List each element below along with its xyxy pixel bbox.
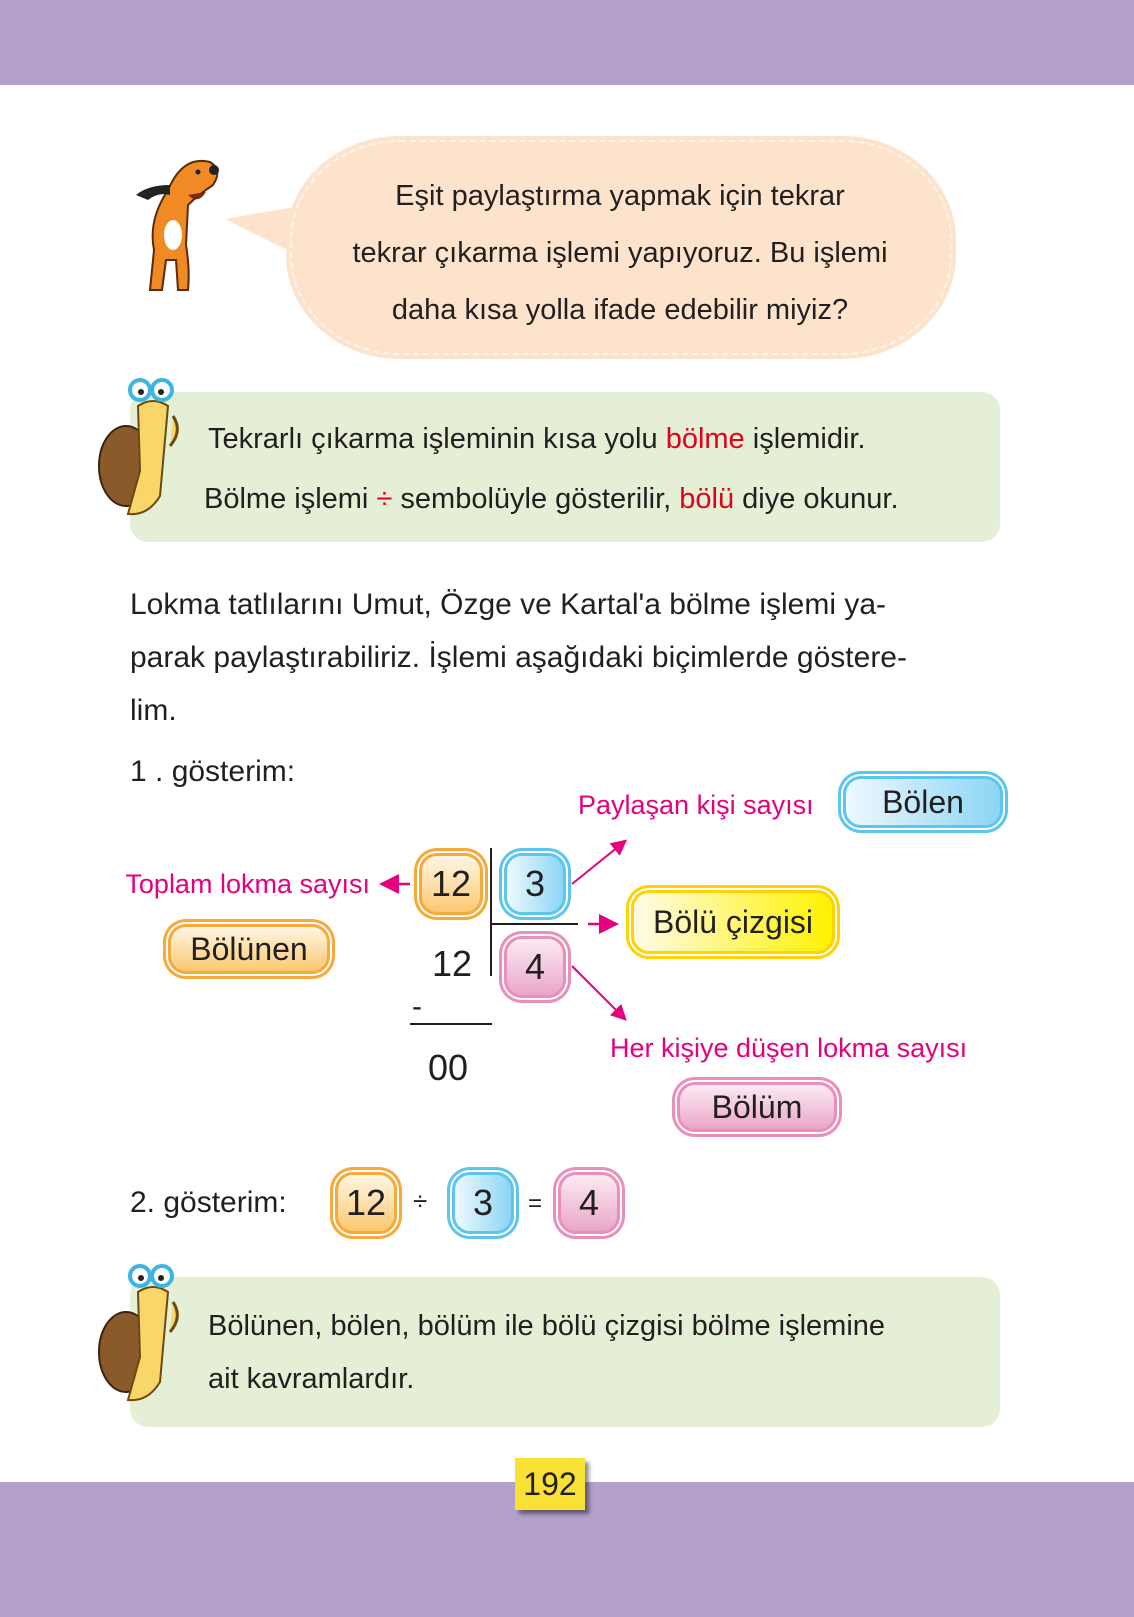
paragraph-line: parak paylaştırabiliriz. İşlemi aşağıdaki biçimlerde göstere- [130, 641, 907, 674]
label-per-person: Her kişiye düşen lokma sayısı [610, 1033, 968, 1063]
subtracted-number: 12 [432, 943, 473, 984]
text: işlemidir. [744, 423, 866, 455]
info-box-2-text [208, 1300, 885, 1406]
term-bolunen: Bölünen [168, 924, 330, 974]
label-total: Toplam lokma sayısı [125, 869, 370, 899]
turtle-mascot-icon [98, 1262, 190, 1410]
label-sharers: Paylaşan kişi sayısı [578, 790, 814, 820]
minus-sign: - [412, 990, 422, 1023]
keyword-bolu: bölü [679, 483, 735, 515]
text: Bölme işlemi [204, 483, 377, 515]
term-bolen: Bölen [843, 776, 1003, 828]
info-line: ait kavramlardır. [208, 1363, 415, 1395]
representation-1-title: 1 . gösterim: [130, 755, 296, 788]
bubble-line: tekrar çıkarma işlemi yapıyoruz. Bu işlemi [352, 237, 888, 269]
keyword-bolme: bölme [665, 423, 745, 455]
representation-2-title: 2. gösterim: [130, 1186, 287, 1219]
text: Tekrarlı çıkarma işleminin kısa yolu [208, 423, 666, 455]
arrow-to-per-person [572, 966, 624, 1018]
remainder-number: 00 [428, 1047, 469, 1088]
eq-divisor-box: 3 [452, 1172, 514, 1234]
eq-division-sign: ÷ [413, 1186, 428, 1216]
info-line: Bölünen, bölen, bölüm ile bölü çizgisi bölme işlemine [208, 1310, 886, 1342]
bubble-line: Eşit paylaştırma yapmak için tekrar [395, 180, 845, 212]
arrow-to-sharers [572, 842, 624, 884]
paragraph-line: Lokma tatlılarını Umut, Özge ve Kartal'a bölme işlemi ya- [130, 588, 887, 621]
eq-dividend-box: 12 [335, 1172, 397, 1234]
text: diye okunur. [734, 483, 899, 515]
term-bolum: Bölüm [677, 1082, 837, 1132]
page-number: 192 [515, 1458, 585, 1510]
divisor-box: 3 [504, 853, 566, 915]
bubble-line: daha kısa yolla ifade edebilir miyiz? [391, 294, 849, 326]
text: sembolüyle gösterilir, [392, 483, 680, 515]
eq-equals-sign: = [528, 1190, 543, 1217]
term-bolu-cizgisi: Bölü çizgisi [631, 890, 835, 954]
eq-quotient-box: 4 [558, 1172, 620, 1234]
dividend-box: 12 [419, 853, 483, 915]
quotient-box: 4 [504, 936, 566, 998]
division-symbol: ÷ [376, 483, 393, 515]
paragraph-line: lim. [130, 694, 177, 727]
